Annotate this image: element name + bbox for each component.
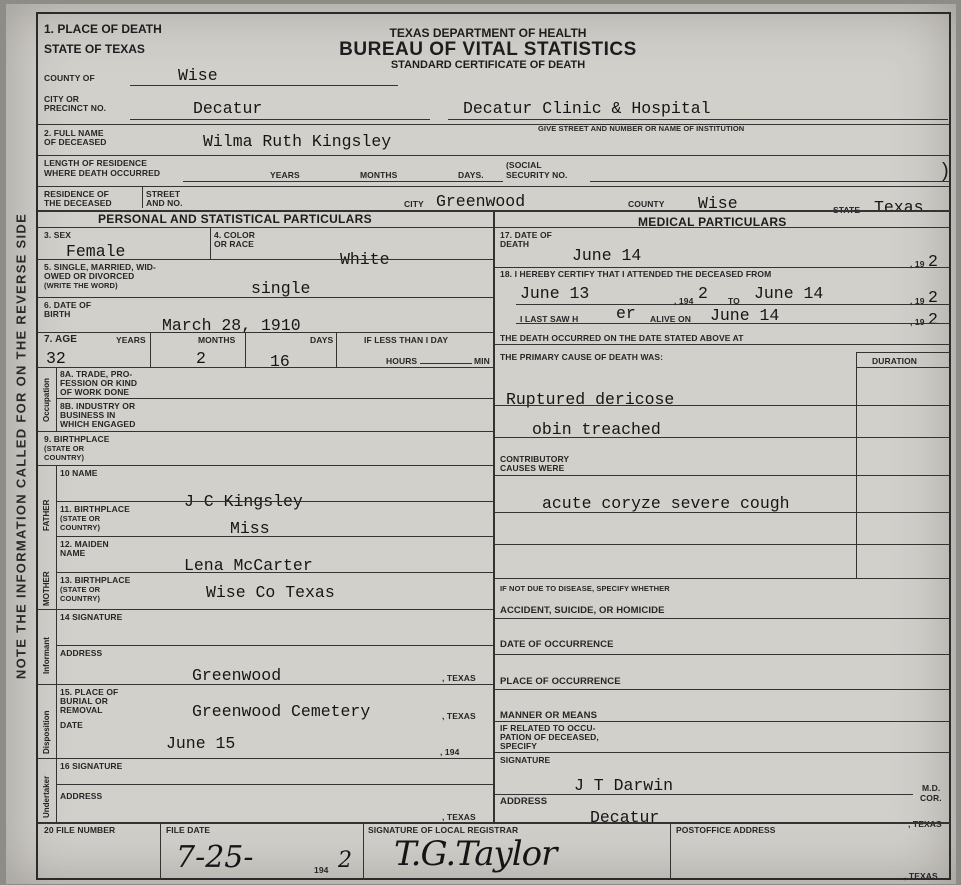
contributory-value: acute coryze severe cough bbox=[542, 494, 790, 513]
rule-r14 bbox=[493, 721, 951, 722]
county-value: Wise bbox=[178, 66, 218, 85]
death-certificate-form bbox=[36, 12, 951, 880]
ssn-label-2: SECURITY NO. bbox=[506, 170, 568, 180]
certify-label: 18. I HEREBY CERTIFY THAT I ATTENDED THE DECEASED FROM bbox=[500, 269, 772, 279]
birthplace-label-3: COUNTRY) bbox=[44, 453, 85, 462]
rule-l5 bbox=[56, 398, 493, 399]
alive-year-label: , 19 bbox=[910, 317, 925, 327]
color-label-1: 4. COLOR bbox=[214, 230, 255, 240]
footer-texas: , TEXAS bbox=[904, 871, 938, 881]
street-label-1: STREET bbox=[146, 189, 181, 199]
accident-label: ACCIDENT, SUICIDE, OR HOMICIDE bbox=[500, 605, 665, 616]
full-name-label-2: OF DECEASED bbox=[44, 137, 107, 147]
rule-r3 bbox=[516, 323, 951, 324]
rule-l7 bbox=[38, 465, 493, 466]
father-bp-label-2: (STATE OR bbox=[60, 514, 101, 523]
father-bp-label-1: 11. BIRTHPLACE bbox=[60, 504, 130, 514]
industry-label-1: 8B. INDUSTRY OR bbox=[60, 401, 136, 411]
center-divider bbox=[493, 210, 495, 822]
related-label-2: PATION OF DECEASED, bbox=[500, 732, 599, 742]
age-months-label: MONTHS bbox=[198, 335, 236, 345]
related-label-1: IF RELATED TO OCCU- bbox=[500, 723, 596, 733]
footer-div-2 bbox=[363, 822, 364, 880]
residence-state-label: STATE bbox=[833, 205, 861, 215]
file-year-value: 2 bbox=[338, 848, 352, 873]
age-months-value: 2 bbox=[196, 349, 206, 368]
physician-line bbox=[493, 794, 913, 795]
informant-signature-label: 14 SIGNATURE bbox=[60, 612, 123, 622]
burial-label-1: 15. PLACE OF bbox=[60, 687, 119, 697]
duration-label: DURATION bbox=[872, 356, 918, 366]
physician-name-value: J T Darwin bbox=[574, 776, 674, 795]
disposition-group-label: Disposition bbox=[42, 710, 51, 754]
from-year-value: 2 bbox=[698, 284, 708, 303]
undertaker-signature-label: 16 SIGNATURE bbox=[60, 761, 123, 771]
rule-l4 bbox=[38, 367, 493, 368]
rule-l9 bbox=[56, 536, 493, 537]
father-group-label: FATHER bbox=[42, 499, 51, 531]
industry-label-3: WHICH ENGAGED bbox=[60, 419, 136, 429]
mother-bp-label-2: (STATE OR bbox=[60, 585, 101, 594]
date-of-death-label-2: DEATH bbox=[500, 239, 530, 249]
to-year-label: , 19 bbox=[910, 296, 925, 306]
rule-l8 bbox=[56, 501, 493, 502]
duration-under bbox=[856, 367, 951, 368]
file-number-label: 20 FILE NUMBER bbox=[44, 825, 116, 835]
file-date-value: 7-25- bbox=[176, 840, 254, 875]
agency-title: TEXAS DEPARTMENT OF HEALTH bbox=[389, 26, 587, 40]
footer-top-rule bbox=[38, 822, 951, 824]
death-occurred-label: THE DEATH OCCURRED ON THE DATE STATED ABOVE AT bbox=[500, 333, 744, 343]
footer-div-1 bbox=[160, 822, 161, 880]
rule-r13 bbox=[493, 689, 951, 690]
maiden-label-2: NAME bbox=[60, 548, 86, 558]
not-disease-label: IF NOT DUE TO DISEASE, SPECIFY WHETHER bbox=[500, 584, 670, 593]
disposition-group-line bbox=[56, 684, 57, 758]
cause-line-2-value: obin treached bbox=[532, 420, 661, 439]
disposition-year: , 194 bbox=[440, 747, 460, 757]
date-of-death-label-1: 17. DATE OF bbox=[500, 230, 552, 240]
alive-year-value: 2 bbox=[928, 310, 938, 329]
parents-group-line bbox=[56, 465, 57, 609]
informant-texas: , TEXAS bbox=[442, 673, 476, 683]
trade-label-3: OF WORK DONE bbox=[60, 387, 130, 397]
alive-on-value: June 14 bbox=[710, 306, 780, 325]
city-line bbox=[130, 119, 430, 120]
marital-label-2: OWED OR DIVORCED bbox=[44, 271, 135, 281]
years-label: YEARS bbox=[270, 170, 300, 180]
trade-label-2: FESSION OR KIND bbox=[60, 378, 138, 388]
rule-r2 bbox=[516, 304, 951, 305]
father-name-label: 10 NAME bbox=[60, 468, 98, 478]
rule-l12 bbox=[56, 645, 493, 646]
md-label: M.D. bbox=[922, 783, 941, 793]
rule-r5 bbox=[493, 405, 951, 406]
occupation-group-label: Occupation bbox=[42, 377, 51, 422]
undertaker-group-line bbox=[56, 758, 57, 822]
less-than-day-label: IF LESS THAN I DAY bbox=[364, 335, 449, 345]
full-name-value: Wilma Ruth Kingsley bbox=[203, 132, 392, 151]
registrar-signature: T.G.Taylor bbox=[394, 834, 557, 874]
occupation-group-line bbox=[56, 367, 57, 431]
color-label-2: OR RACE bbox=[214, 239, 254, 249]
duration-top bbox=[856, 352, 951, 353]
rule-2 bbox=[38, 155, 951, 156]
form-title: STANDARD CERTIFICATE OF DEATH bbox=[390, 59, 586, 71]
informant-group-line bbox=[56, 609, 57, 684]
mother-group-label: MOTHER bbox=[42, 571, 51, 606]
sex-value: Female bbox=[66, 242, 126, 261]
days-label: DAYS. bbox=[458, 170, 484, 180]
rule-l2 bbox=[38, 297, 493, 298]
burial-place-value: Greenwood Cemetery bbox=[192, 702, 371, 721]
birthplace-label-2: (STATE OR bbox=[44, 444, 85, 453]
to-label: TO bbox=[728, 296, 740, 306]
certificate-sheet bbox=[6, 4, 956, 884]
primary-cause-label: THE PRIMARY CAUSE OF DEATH WAS: bbox=[500, 352, 664, 362]
informant-group-label: Informant bbox=[42, 637, 51, 674]
marital-value: single bbox=[251, 279, 311, 298]
dod-year-value: 2 bbox=[928, 252, 938, 271]
attended-to-value: June 14 bbox=[754, 284, 824, 303]
rule-l13 bbox=[38, 684, 493, 685]
rule-3 bbox=[38, 186, 951, 187]
residence-state-value: Texas bbox=[874, 198, 924, 217]
industry-label-2: BUSINESS IN bbox=[60, 410, 116, 420]
marital-label-3: (WRITE THE WORD) bbox=[44, 281, 118, 290]
undertaker-address-label: ADDRESS bbox=[60, 791, 103, 801]
birthplace-label-1: 9. BIRTHPLACE bbox=[44, 434, 110, 444]
state-of-texas-label: STATE OF TEXAS bbox=[44, 42, 145, 56]
undertaker-group-label: Undertaker bbox=[42, 775, 51, 818]
occurrence-date-label: DATE OF OCCURRENCE bbox=[500, 639, 614, 650]
place-of-death-label: 1. PLACE OF DEATH bbox=[44, 22, 162, 36]
burial-texas: , TEXAS bbox=[442, 711, 476, 721]
informant-address-value: Greenwood bbox=[192, 666, 282, 685]
rule-r9 bbox=[493, 544, 951, 545]
rule-r15 bbox=[493, 752, 951, 753]
cor-label: COR. bbox=[920, 793, 942, 803]
side-note bbox=[6, 12, 36, 880]
full-name-label-1: 2. FULL NAME bbox=[44, 128, 104, 138]
age-years-value: 32 bbox=[46, 349, 66, 368]
city-label-2: PRECINCT NO. bbox=[44, 103, 107, 113]
residence-length-label-1: LENGTH OF RESIDENCE bbox=[44, 158, 147, 168]
age-label: 7. AGE bbox=[44, 334, 78, 345]
residence-city-value: Greenwood bbox=[436, 192, 526, 211]
occurrence-place-label: PLACE OF OCCURRENCE bbox=[500, 676, 621, 687]
footer-div-3 bbox=[670, 822, 671, 880]
alive-on-label: ALIVE ON bbox=[650, 314, 691, 324]
rule-r7 bbox=[493, 475, 951, 476]
related-label-3: SPECIFY bbox=[500, 741, 538, 751]
rule-l3 bbox=[38, 332, 493, 333]
rule-l10 bbox=[56, 572, 493, 573]
registrar-label: SIGNATURE OF LOCAL REGISTRAR bbox=[368, 825, 519, 835]
medical-section-heading: MEDICAL PARTICULARS bbox=[638, 215, 787, 229]
contributory-label-2: CAUSES WERE bbox=[500, 463, 565, 473]
rule-r1 bbox=[493, 267, 951, 268]
residence-divider bbox=[142, 186, 143, 208]
to-year-value: 2 bbox=[928, 288, 938, 307]
months-label: MONTHS bbox=[360, 170, 398, 180]
rule-l15 bbox=[56, 784, 493, 785]
county-label: COUNTY OF bbox=[44, 73, 95, 83]
mother-name-value: Lena McCarter bbox=[184, 556, 313, 575]
age-days-label: DAYS bbox=[310, 335, 334, 345]
rule-r10 bbox=[493, 578, 951, 579]
personal-section-heading: PERSONAL AND STATISTICAL PARTICULARS bbox=[98, 212, 372, 226]
burial-label-3: REMOVAL bbox=[60, 705, 103, 715]
age-div-2 bbox=[245, 332, 246, 367]
physician-address-value: Decatur bbox=[590, 808, 660, 827]
last-saw-fill: er bbox=[616, 304, 636, 323]
rule-1 bbox=[38, 124, 951, 125]
institution-value: Decatur Clinic & Hospital bbox=[463, 99, 711, 118]
undertaker-texas: , TEXAS bbox=[442, 812, 476, 822]
father-bp-label-3: COUNTRY) bbox=[60, 523, 101, 532]
street-label-2: AND NO. bbox=[146, 198, 183, 208]
burial-label-2: BURIAL OR bbox=[60, 696, 108, 706]
rule-r11 bbox=[493, 618, 951, 619]
age-years-label: YEARS bbox=[116, 335, 146, 345]
from-year-label: , 194 bbox=[674, 296, 694, 306]
contributory-label-1: CONTRIBUTORY bbox=[500, 454, 570, 464]
disposition-date-label: DATE bbox=[60, 720, 83, 730]
city-label-1: CITY OR bbox=[44, 94, 80, 104]
institution-label: GIVE STREET AND NUMBER OR NAME OF INSTITUTION bbox=[538, 124, 745, 133]
cause-line-1-value: Ruptured dericose bbox=[506, 390, 675, 409]
age-days-value: 16 bbox=[270, 352, 290, 371]
institution-line bbox=[448, 119, 948, 120]
dob-label-1: 6. DATE OF bbox=[44, 300, 92, 310]
marital-label-1: 5. SINGLE, MARRIED, WID- bbox=[44, 262, 156, 272]
min-label: MIN bbox=[474, 356, 490, 366]
sex-label: 3. SEX bbox=[44, 230, 72, 240]
mother-birthplace-value: Wise Co Texas bbox=[206, 583, 335, 602]
dob-label-2: BIRTH bbox=[44, 309, 71, 319]
physician-address-label: ADDRESS bbox=[500, 796, 548, 807]
hours-line bbox=[420, 363, 472, 364]
physician-texas: , TEXAS bbox=[908, 819, 942, 829]
age-div-1 bbox=[150, 332, 151, 367]
sex-color-divider bbox=[210, 227, 211, 259]
postoffice-label: POSTOFFICE ADDRESS bbox=[676, 825, 776, 835]
age-div-3 bbox=[336, 332, 337, 367]
rule-r6 bbox=[493, 437, 951, 438]
date-of-death-value: June 14 bbox=[572, 246, 642, 265]
residence-label-2: THE DECEASED bbox=[44, 198, 112, 208]
file-date-label: FILE DATE bbox=[166, 825, 211, 835]
mother-bp-label-1: 13. BIRTHPLACE bbox=[60, 575, 131, 585]
residence-county-value: Wise bbox=[698, 194, 738, 213]
informant-address-label: ADDRESS bbox=[60, 648, 103, 658]
last-saw-label: I LAST SAW H bbox=[520, 314, 579, 324]
rule-l6 bbox=[38, 431, 493, 432]
rule-l14 bbox=[38, 758, 493, 759]
bureau-title: BUREAU OF VITAL STATISTICS bbox=[339, 39, 637, 60]
rule-r12 bbox=[493, 654, 951, 655]
county-line bbox=[130, 85, 398, 86]
disposition-date-value: June 15 bbox=[166, 734, 236, 753]
maiden-label-1: 12. MAIDEN bbox=[60, 539, 109, 549]
manner-label: MANNER OR MEANS bbox=[500, 710, 598, 721]
city-value: Decatur bbox=[193, 99, 263, 118]
dob-value: March 28, 1910 bbox=[162, 316, 301, 335]
file-year-label: 194 bbox=[314, 865, 329, 875]
mother-bp-label-3: COUNTRY) bbox=[60, 594, 101, 603]
ssn-label-1: (SOCIAL bbox=[506, 160, 542, 170]
residence-length-label-2: WHERE DEATH OCCURRED bbox=[44, 168, 161, 178]
rule-r8 bbox=[493, 512, 951, 513]
rule-l1 bbox=[38, 259, 493, 260]
side-note-text: NOTE THE INFORMATION CALLED FOR ON THE REVERSE SIDE bbox=[13, 212, 29, 680]
color-value: White bbox=[340, 250, 390, 269]
trade-label-1: 8A. TRADE, PRO- bbox=[60, 369, 133, 379]
residence-county-label: COUNTY bbox=[628, 199, 665, 209]
residence-length-line bbox=[183, 181, 503, 182]
hours-label: HOURS bbox=[386, 356, 418, 366]
residence-label-1: RESIDENCE OF bbox=[44, 189, 109, 199]
dod-year-label: , 19 bbox=[910, 259, 925, 269]
attended-from-value: June 13 bbox=[520, 284, 590, 303]
ssn-line bbox=[590, 181, 950, 182]
rule-l11 bbox=[38, 609, 493, 610]
rule-r4 bbox=[493, 344, 951, 345]
father-birthplace-value: Miss bbox=[230, 519, 270, 538]
father-name-value: J C Kingsley bbox=[184, 492, 303, 511]
ssn-paren: ) bbox=[942, 160, 949, 182]
residence-city-label: CITY bbox=[404, 199, 424, 209]
physician-signature-label: SIGNATURE bbox=[500, 755, 551, 765]
